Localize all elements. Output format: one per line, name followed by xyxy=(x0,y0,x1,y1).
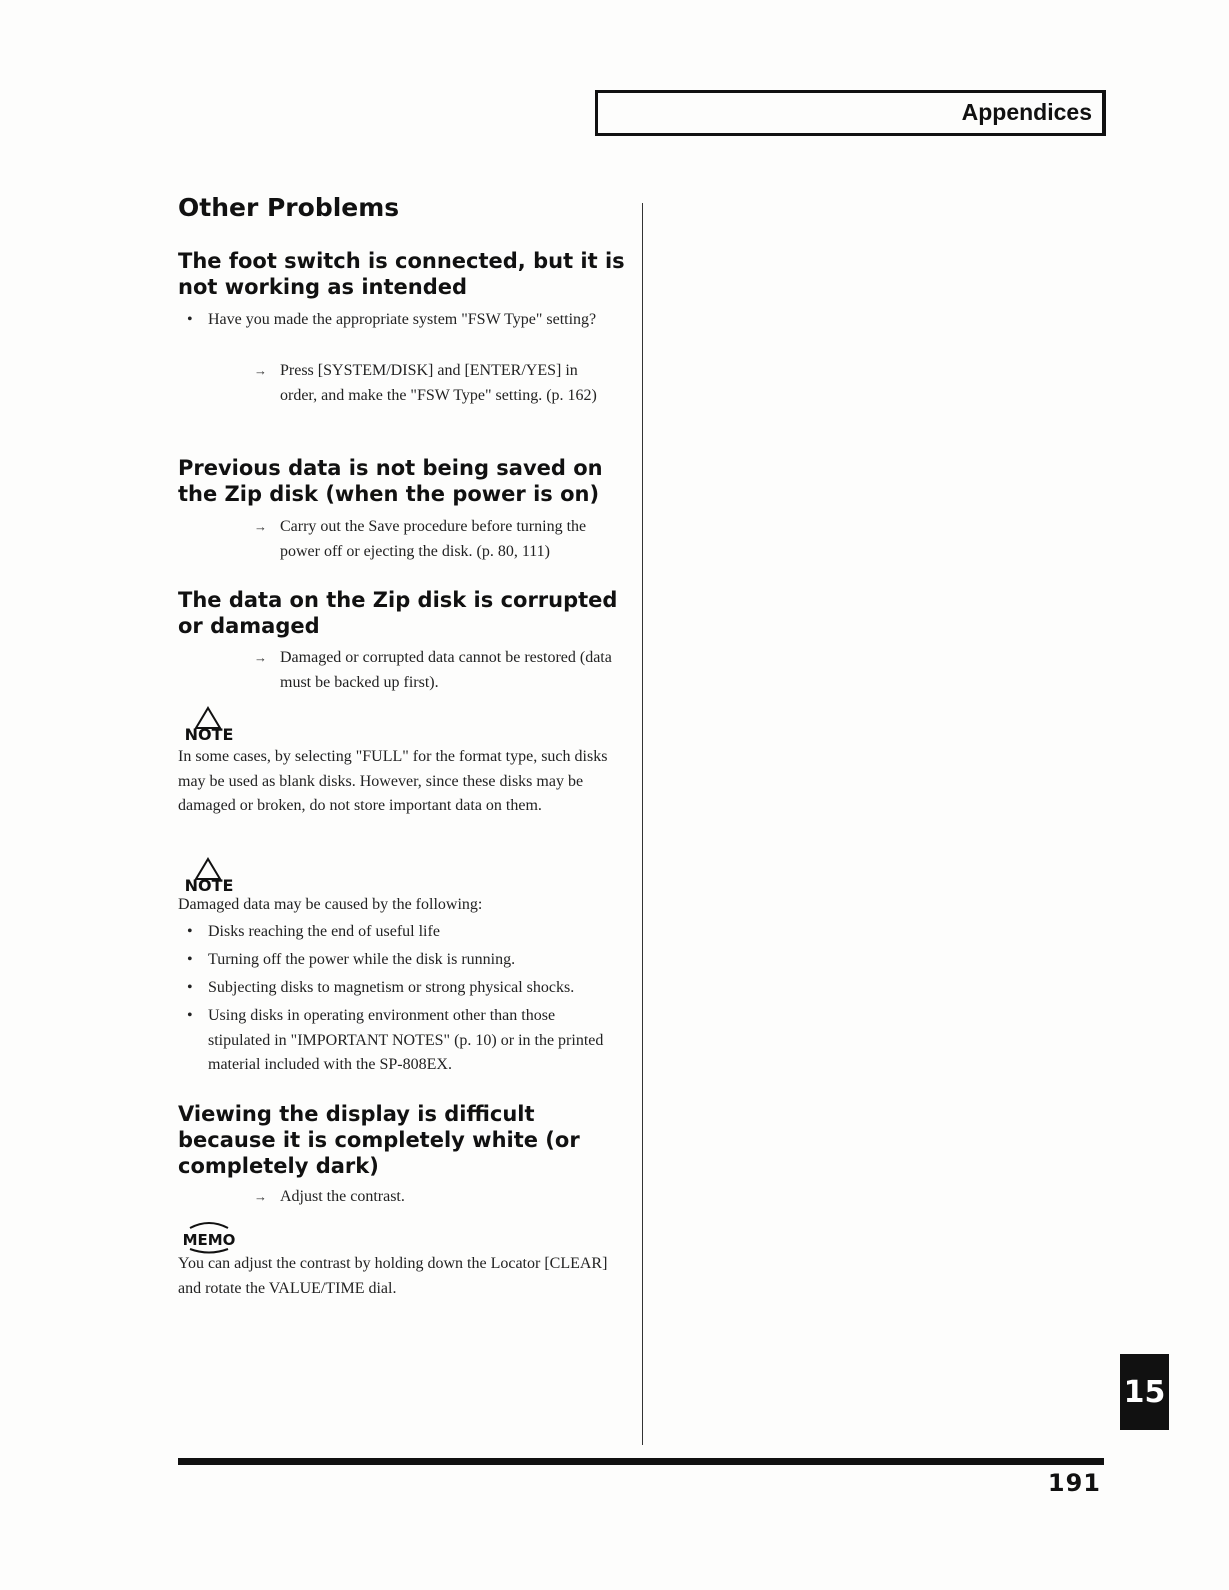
list-item: • Turning off the power while the disk is running. xyxy=(208,948,628,973)
answer-text: → Damaged or corrupted data cannot be restored (data must be backed up first). xyxy=(280,646,620,695)
note-label: NOTE xyxy=(184,876,234,895)
answer-text: → Carry out the Save procedure before turning the power off or ejecting the disk. (p. 80, 111) xyxy=(280,515,615,564)
question-bullet: • Have you made the appropriate system "FSW Type" setting? xyxy=(208,308,608,333)
note-intro: Damaged data may be caused by the following: xyxy=(178,896,483,913)
memo-label: MEMO xyxy=(182,1231,236,1249)
page-title: Other Problems xyxy=(178,193,400,222)
answer-text: → Adjust the contrast. xyxy=(280,1185,610,1210)
section-header-box xyxy=(595,90,1106,136)
answer-text: → Press [SYSTEM/DISK] and [ENTER/YES] in order, and make the "FSW Type" setting. (p. 162) xyxy=(280,359,610,408)
note-label: NOTE xyxy=(184,725,234,744)
problem-heading-corrupted: The data on the Zip disk is corrupted or damaged xyxy=(178,588,618,638)
list-item: • Subjecting disks to magnetism or strong physical shocks. xyxy=(208,976,633,1001)
column-divider xyxy=(642,203,643,1445)
problem-heading-foot-switch: The foot switch is connected, but it is not working as intended xyxy=(178,249,625,299)
list-item: • Using disks in operating environment other than those stipulated in "IMPORTANT NOTES" (p. 10) or in the printed material included with the SP-808EX. xyxy=(208,1004,613,1078)
section-header-title: Appendices xyxy=(961,99,1092,125)
note-icon xyxy=(180,706,238,744)
note-text: In some cases, by selecting "FULL" for the format type, such disks may be used as blank disks. However, since these disks may be damaged or broken, do not store important data on them. xyxy=(178,748,608,814)
problem-heading-display: Viewing the display is difficult because it is completely white (or completely dark) xyxy=(178,1102,580,1178)
memo-icon xyxy=(180,1216,238,1254)
chapter-number: 15 xyxy=(1123,1374,1166,1410)
footer-rule xyxy=(178,1458,1104,1465)
list-item: • Disks reaching the end of useful life xyxy=(208,920,628,945)
problem-heading-save: Previous data is not being saved on the Zip disk (when the power is on) xyxy=(178,456,603,506)
page-number: 191 xyxy=(1047,1469,1101,1497)
memo-text: You can adjust the contrast by holding down the Locator [CLEAR] and rotate the VALUE/TIME dial. xyxy=(178,1255,608,1297)
chapter-tab xyxy=(1120,1354,1169,1430)
note-icon xyxy=(180,857,238,895)
